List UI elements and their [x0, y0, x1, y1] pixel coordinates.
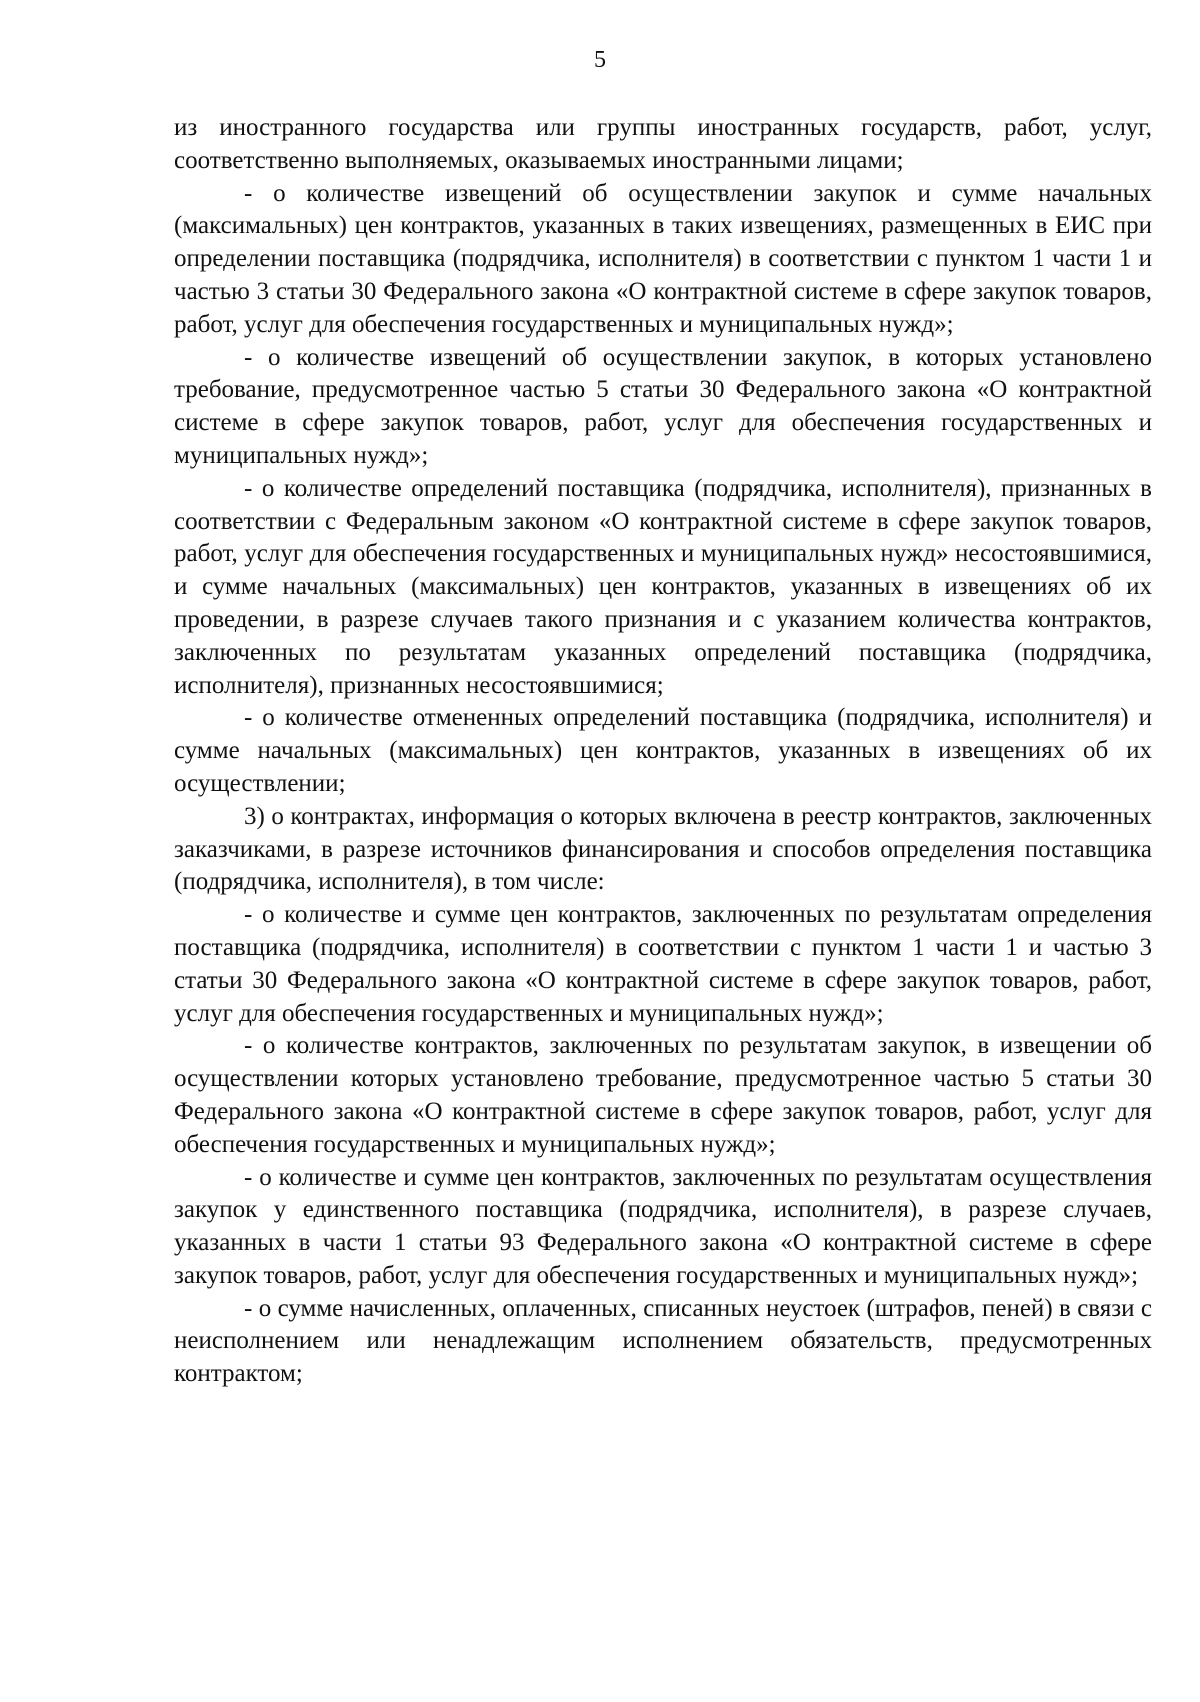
document-body: [174, 112, 1152, 1391]
paragraph-continuation: из иностранного государства или группы иностранных государств, работ, услуг, соответственно выполняемых, оказываемых иностранными лицами;: [174, 114, 1152, 174]
paragraph-item: - о количестве и сумме цен контрактов, заключенных по результатам осуществления закупок у единственного поставщика (подрядчика, исполнителя), в разрезе случаев, указанных в части 1 статьи 93 Федерального закона «О контрактной системе в сфере закупок товаров, работ, услуг для обеспечения государственных и муниципальных нужд»;: [174, 1163, 1152, 1289]
paragraph-item: - о количестве извещений об осуществлении закупок, в которых установлено требование, предусмотренное частью 5 статьи 30 Федерального закона «О контрактной системе в сфере закупок товаров, работ, услуг для обеспечения государственных и муниципальных нужд»;: [174, 343, 1152, 469]
paragraph-item: - о количестве извещений об осуществлении закупок и сумме начальных (максимальных) цен контрактов, указанных в таких извещениях, размещенных в ЕИС при определении поставщика (подрядчика, исполнителя) в соответствии с пунктом 1 части 1 и частью 3 статьи 30 Федерального закона «О контрактной системе в сфере закупок товаров, работ, услуг для обеспечения государственных и муниципальных нужд»;: [174, 179, 1152, 338]
paragraph-item: - о количестве контрактов, заключенных по результатам закупок, в извещении об осуществлении которых установлено требование, предусмотренное частью 5 статьи 30 Федерального закона «О контрактной системе в сфере закупок товаров, работ, услуг для обеспечения государственных и муниципальных нужд»;: [174, 1032, 1152, 1158]
paragraph-item: - о количестве определений поставщика (подрядчика, исполнителя), признанных в соответствии с Федеральным законом «О контрактной системе в сфере закупок товаров, работ, услуг для обеспечения государственных и муниципальных нужд» несостоявшимися, и сумме начальных (максимальных) цен контрактов, указанных в извещениях об их проведении, в разрезе случаев такого признания и с указанием количества контрактов, заключенных по результатам указанных определений поставщика (подрядчика, исполнителя), признанных несостоявшимися;: [174, 474, 1152, 699]
paragraph-item: - о количестве отмененных определений поставщика (подрядчика, исполнителя) и сумме начальных (максимальных) цен контрактов, указанных в извещениях об их осуществлении;: [174, 704, 1152, 797]
page-number: 5: [594, 47, 606, 73]
paragraph-numbered-item: 3) о контрактах, информация о которых включена в реестр контрактов, заключенных заказчиками, в разрезе источников финансирования и способов определения поставщика (подрядчика, исполнителя), в том числе:: [174, 802, 1152, 896]
paragraph-item: - о количестве и сумме цен контрактов, заключенных по результатам определения поставщика (подрядчика, исполнителя) в соответствии с пунктом 1 части 1 и частью 3 статьи 30 Федерального закона «О контрактной системе в сфере закупок товаров, работ, услуг для обеспечения государственных и муниципальных нужд»;: [174, 901, 1152, 1027]
paragraph-item: - о сумме начисленных, оплаченных, списанных неустоек (штрафов, пеней) в связи с неисполнением или ненадлежащим исполнением обязательств, предусмотренных контрактом;: [174, 1294, 1152, 1388]
